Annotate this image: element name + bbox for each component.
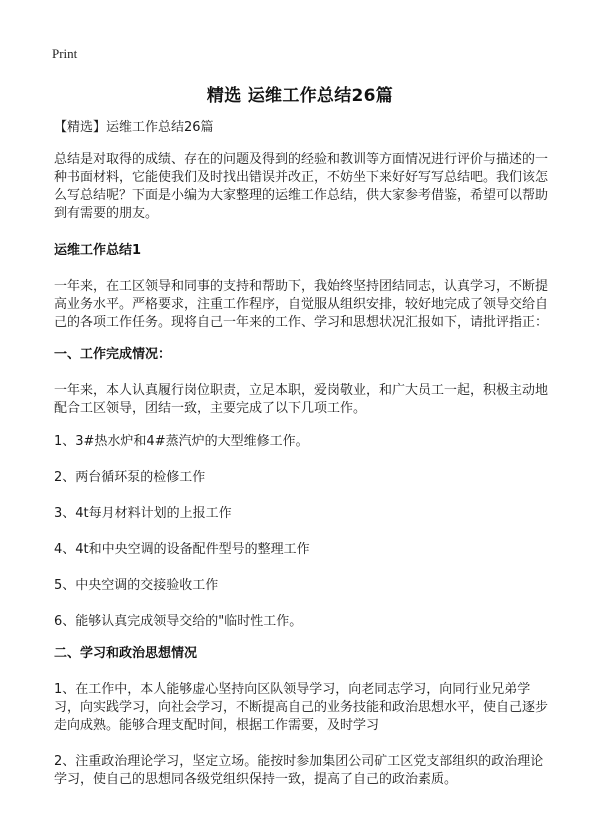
list-item: 2、两台循环泵的检修工作: [54, 470, 206, 485]
print-link[interactable]: Print: [52, 46, 78, 61]
study-paragraph: 2、注重政治理论学习，坚定立场。能按时参加集团公司矿工区党支部组织的政治理论学习，使自己的思想同各级党组织保持一致，提高了自己的政治素质。: [54, 754, 544, 787]
section-paragraph: 一年来，在工区领导和同事的支持和帮助下，我始终坚持团结同志，认真学习，不断提高业务水平。严格要求，注重工作程序，自觉服从组织安排，较好地完成了领导交给自己的各项工作任务。现将自己一年来的工作、学习和思想状况汇报如下，请批评指正：: [54, 279, 549, 330]
list-item: 5、中央空调的交接验收工作: [54, 578, 219, 593]
part-heading-work: 一、工作完成情况：: [54, 347, 172, 362]
page-title: 精选 运维工作总结26篇: [206, 86, 394, 106]
list-item: 3、4t每月材料计划的上报工作: [54, 506, 232, 521]
study-paragraph: 1、在工作中，本人能够虚心坚持向区队领导学习，向老同志学习，向同行业兄弟学习，向实践学习，向社会学习，不断提高自己的业务技能和政治思想水平，使自己逐步走向成熟。能够合理支配时间，根据工作需要，及时学习: [54, 682, 549, 733]
document-body: [54, 119, 552, 789]
list-item: 1、3#热水炉和4#蒸汽炉的大型维修工作。: [54, 434, 309, 449]
section-heading: 运维工作总结1: [54, 243, 142, 258]
list-item: 6、能够认真完成领导交给的"临时性工作。: [54, 614, 303, 629]
document-subtitle: 【精选】运维工作总结26篇: [54, 120, 214, 135]
work-paragraph: 一年来，本人认真履行岗位职责，立足本职，爱岗敬业，和广大员工一起，积极主动地配合工区领导，团结一致，主要完成了以下几项工作。: [54, 383, 549, 416]
intro-paragraph: 总结是对取得的成绩、存在的问题及得到的经验和教训等方面情况进行评价与描述的一种书面材料，它能使我们及时找出错误并改正，不妨坐下来好好写写总结吧。我们该怎么写总结呢？下面是小编为大家整理的运维工作总结，供大家参考借鉴，希望可以帮助到有需要的朋友。: [54, 152, 549, 221]
list-item: 4、4t和中央空调的设备配件型号的整理工作: [54, 542, 310, 557]
part-heading-study: 二、学习和政治思想情况: [54, 646, 198, 661]
